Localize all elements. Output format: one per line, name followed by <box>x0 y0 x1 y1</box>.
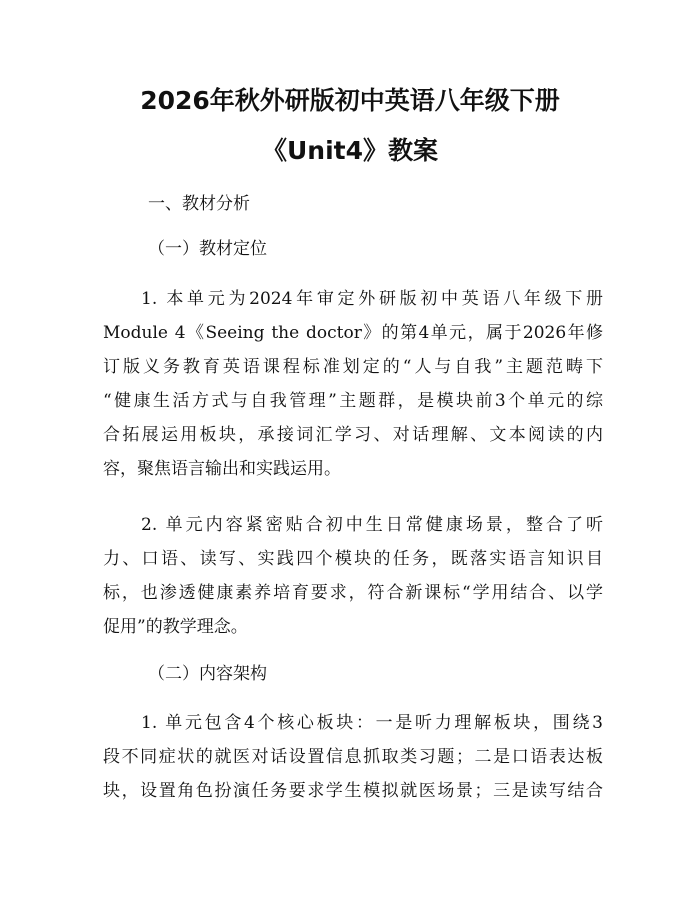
section-heading-textbook-analysis: 一、教材分析 <box>148 194 250 214</box>
paragraph-line: Module 4《Seeing the doctor》的第4单元，属于2026年修 <box>103 323 603 343</box>
paragraph-line: 订版义务教育英语课程标准划定的“人与自我”主题范畴下 <box>103 357 603 377</box>
subsection-heading-textbook-positioning: （一）教材定位 <box>148 239 267 259</box>
subsection-heading-content-structure: （二）内容架构 <box>148 664 267 684</box>
document-title-line1: 2026年秋外研版初中英语八年级下册 <box>140 86 560 115</box>
paragraph-line: 块，设置角色扮演任务要求学生模拟就医场景；三是读写结合 <box>103 781 603 801</box>
paragraph-line: 促用”的教学理念。 <box>103 617 248 637</box>
paragraph-positioning-1 <box>103 282 603 486</box>
paragraph-structure-1 <box>103 706 603 808</box>
document-title-line2: 《Unit4》教案 <box>261 136 438 165</box>
paragraph-line: 合拓展运用板块，承接词汇学习、对话理解、文本阅读的内 <box>103 425 603 445</box>
paragraph-line: “健康生活方式与自我管理”主题群，是模块前3个单元的综 <box>103 391 603 411</box>
paragraph-line: 1. 单元包含4个核心板块：一是听力理解板块，围绕3 <box>141 713 603 733</box>
paragraph-line: 容，聚焦语言输出和实践运用。 <box>103 459 341 479</box>
paragraph-line: 2. 单元内容紧密贴合初中生日常健康场景，整合了听 <box>141 515 603 535</box>
paragraph-line: 1. 本单元为2024年审定外研版初中英语八年级下册 <box>141 289 603 309</box>
paragraph-line: 力、口语、读写、实践四个模块的任务，既落实语言知识目 <box>103 549 603 569</box>
paragraph-line: 段不同症状的就医对话设置信息抓取类习题；二是口语表达板 <box>103 747 603 767</box>
paragraph-line: 标，也渗透健康素养培育要求，符合新课标“学用结合、以学 <box>103 583 603 603</box>
paragraph-positioning-2 <box>103 508 603 644</box>
